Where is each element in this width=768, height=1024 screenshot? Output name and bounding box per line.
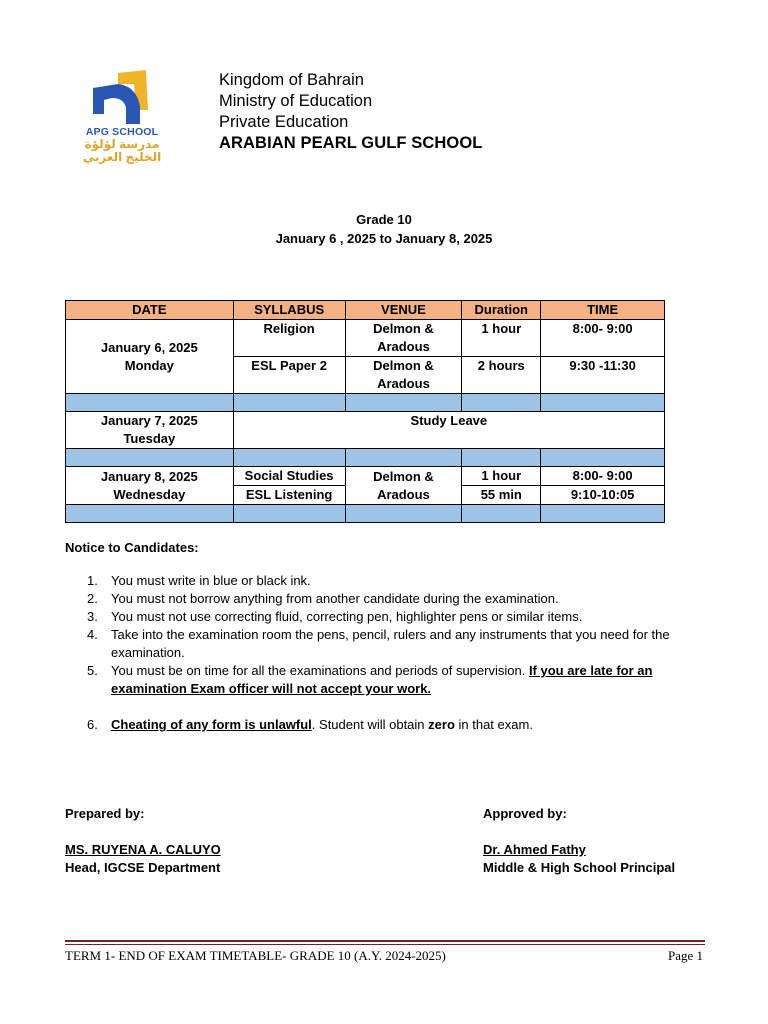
list-item: [65, 590, 715, 608]
list-item: [65, 572, 715, 590]
syllabus-cell: Social Studies: [233, 467, 345, 486]
separator-cell: [541, 449, 665, 467]
date-cell: [66, 320, 234, 394]
footer-rule: [65, 940, 705, 942]
duration-cell: 2 hours: [462, 357, 541, 394]
weekday-text: Monday: [124, 357, 174, 373]
separator-cell: [233, 505, 345, 523]
separator-cell: [541, 394, 665, 412]
footer-title: TERM 1- END OF EXAM TIMETABLE- GRADE 10 (A.Y. 2024-2025): [65, 948, 446, 963]
item-tail: in that exam.: [454, 717, 533, 732]
separator-cell: [462, 449, 541, 467]
table-row: [66, 467, 665, 486]
item-text: You must be on time for all the examinations and periods of supervision.: [111, 663, 529, 678]
document-header: [219, 70, 482, 154]
header-duration: Duration: [462, 301, 541, 320]
study-leave-cell: Study Leave: [233, 412, 664, 449]
school-logo: [78, 70, 178, 165]
item-text: You must not borrow anything from another candidate during the examination.: [111, 591, 559, 606]
list-item: [65, 608, 715, 626]
grade-title: Grade 10: [356, 212, 412, 227]
time-cell: 8:00- 9:00: [541, 320, 665, 357]
logo-arabic-line2: الخليج العربي: [82, 150, 162, 164]
syllabus-cell: ESL Paper 2: [233, 357, 345, 394]
item-text: You must write in blue or black ink.: [111, 573, 311, 588]
item-text: . Student will obtain: [311, 717, 429, 732]
table-row: [66, 412, 665, 449]
item-number: 3.: [87, 609, 98, 624]
header-school-name: ARABIAN PEARL GULF SCHOOL: [219, 134, 483, 152]
separator-cell: [233, 449, 345, 467]
header-time: TIME: [541, 301, 665, 320]
list-item: [65, 716, 715, 734]
item-number: 1.: [87, 573, 98, 588]
header-date: DATE: [66, 301, 234, 320]
date-cell: [66, 467, 234, 505]
item-number: 4.: [87, 627, 98, 642]
separator-cell: [66, 449, 234, 467]
page-number: Page 1: [667, 948, 703, 963]
separator-cell: [66, 394, 234, 412]
weekday-text: Wednesday: [113, 486, 186, 502]
list-item: [65, 662, 715, 698]
header-ministry: Ministry of Education: [219, 92, 373, 110]
item-number: 6.: [87, 717, 98, 732]
weekday-text: Tuesday: [123, 431, 176, 446]
logo-arabic-line1: مدرسة لؤلؤة: [84, 137, 160, 151]
approved-title: Middle & High School Principal: [483, 860, 676, 875]
venue-cell: Delmon & Aradous: [345, 467, 462, 505]
date-text: January 6, 2025: [100, 339, 198, 355]
separator-cell: [345, 505, 462, 523]
time-cell: 8:00- 9:00: [541, 467, 665, 486]
duration-cell: 1 hour: [462, 467, 541, 486]
logo-name: APG SCHOOL: [85, 126, 159, 138]
separator-cell: [462, 505, 541, 523]
separator-cell: [345, 394, 462, 412]
approved-name: Dr. Ahmed Fathy: [483, 842, 586, 857]
item-emphasis: If you are late for an examination Exam officer will not accept your work.: [111, 663, 653, 696]
item-bold: zero: [428, 717, 455, 732]
separator-cell: [345, 449, 462, 467]
prepared-title: Head, IGCSE Department: [65, 860, 221, 875]
list-item: [65, 626, 715, 662]
syllabus-cell: Religion: [233, 320, 345, 357]
separator-row: [66, 394, 665, 412]
item-text: Take into the examination room the pens, pencil, rulers and any instruments that you need for the examination.: [111, 627, 670, 660]
approved-label: Approved by:: [483, 806, 567, 821]
time-cell: 9:30 -11:30: [541, 357, 665, 394]
item-emphasis: Cheating of any form is unlawful: [111, 717, 312, 732]
notice-list: [65, 572, 715, 734]
duration-cell: 1 hour: [462, 320, 541, 357]
header-private-education: Private Education: [219, 113, 349, 131]
exam-timetable: [65, 300, 665, 523]
notice-title: Notice to Candidates:: [65, 540, 199, 555]
item-text: You must not use correcting fluid, correcting pen, highlighter pens or similar items.: [111, 609, 583, 624]
logo-mark-icon: [88, 70, 153, 125]
approved-by-block: [483, 805, 675, 877]
footer-rule-thin: [65, 944, 705, 945]
item-number: 2.: [87, 591, 98, 606]
separator-cell: [541, 505, 665, 523]
page-footer: [65, 948, 703, 964]
separator-cell: [233, 394, 345, 412]
syllabus-cell: ESL Listening: [233, 486, 345, 505]
separator-row: [66, 505, 665, 523]
prepared-by-block: [65, 805, 221, 877]
table-row: [66, 320, 665, 357]
date-text: January 8, 2025: [100, 468, 198, 484]
header-syllabus: SYLLABUS: [233, 301, 345, 320]
item-number: 5.: [87, 663, 98, 678]
venue-cell: Delmon & Aradous: [345, 320, 462, 357]
header-kingdom: Kingdom of Bahrain: [219, 71, 364, 89]
time-cell: 9:10-10:05: [541, 486, 665, 505]
separator-cell: [462, 394, 541, 412]
prepared-name: MS. RUYENA A. CALUYO: [65, 842, 221, 857]
prepared-label: Prepared by:: [65, 806, 145, 821]
table-header-row: [66, 301, 665, 320]
date-cell: [66, 412, 234, 449]
venue-cell: Delmon & Aradous: [345, 357, 462, 394]
separator-row: [66, 449, 665, 467]
separator-cell: [66, 505, 234, 523]
header-venue: VENUE: [345, 301, 462, 320]
duration-cell: 55 min: [462, 486, 541, 505]
date-range: January 6 , 2025 to January 8, 2025: [275, 231, 493, 246]
date-text: January 7, 2025: [100, 413, 198, 428]
